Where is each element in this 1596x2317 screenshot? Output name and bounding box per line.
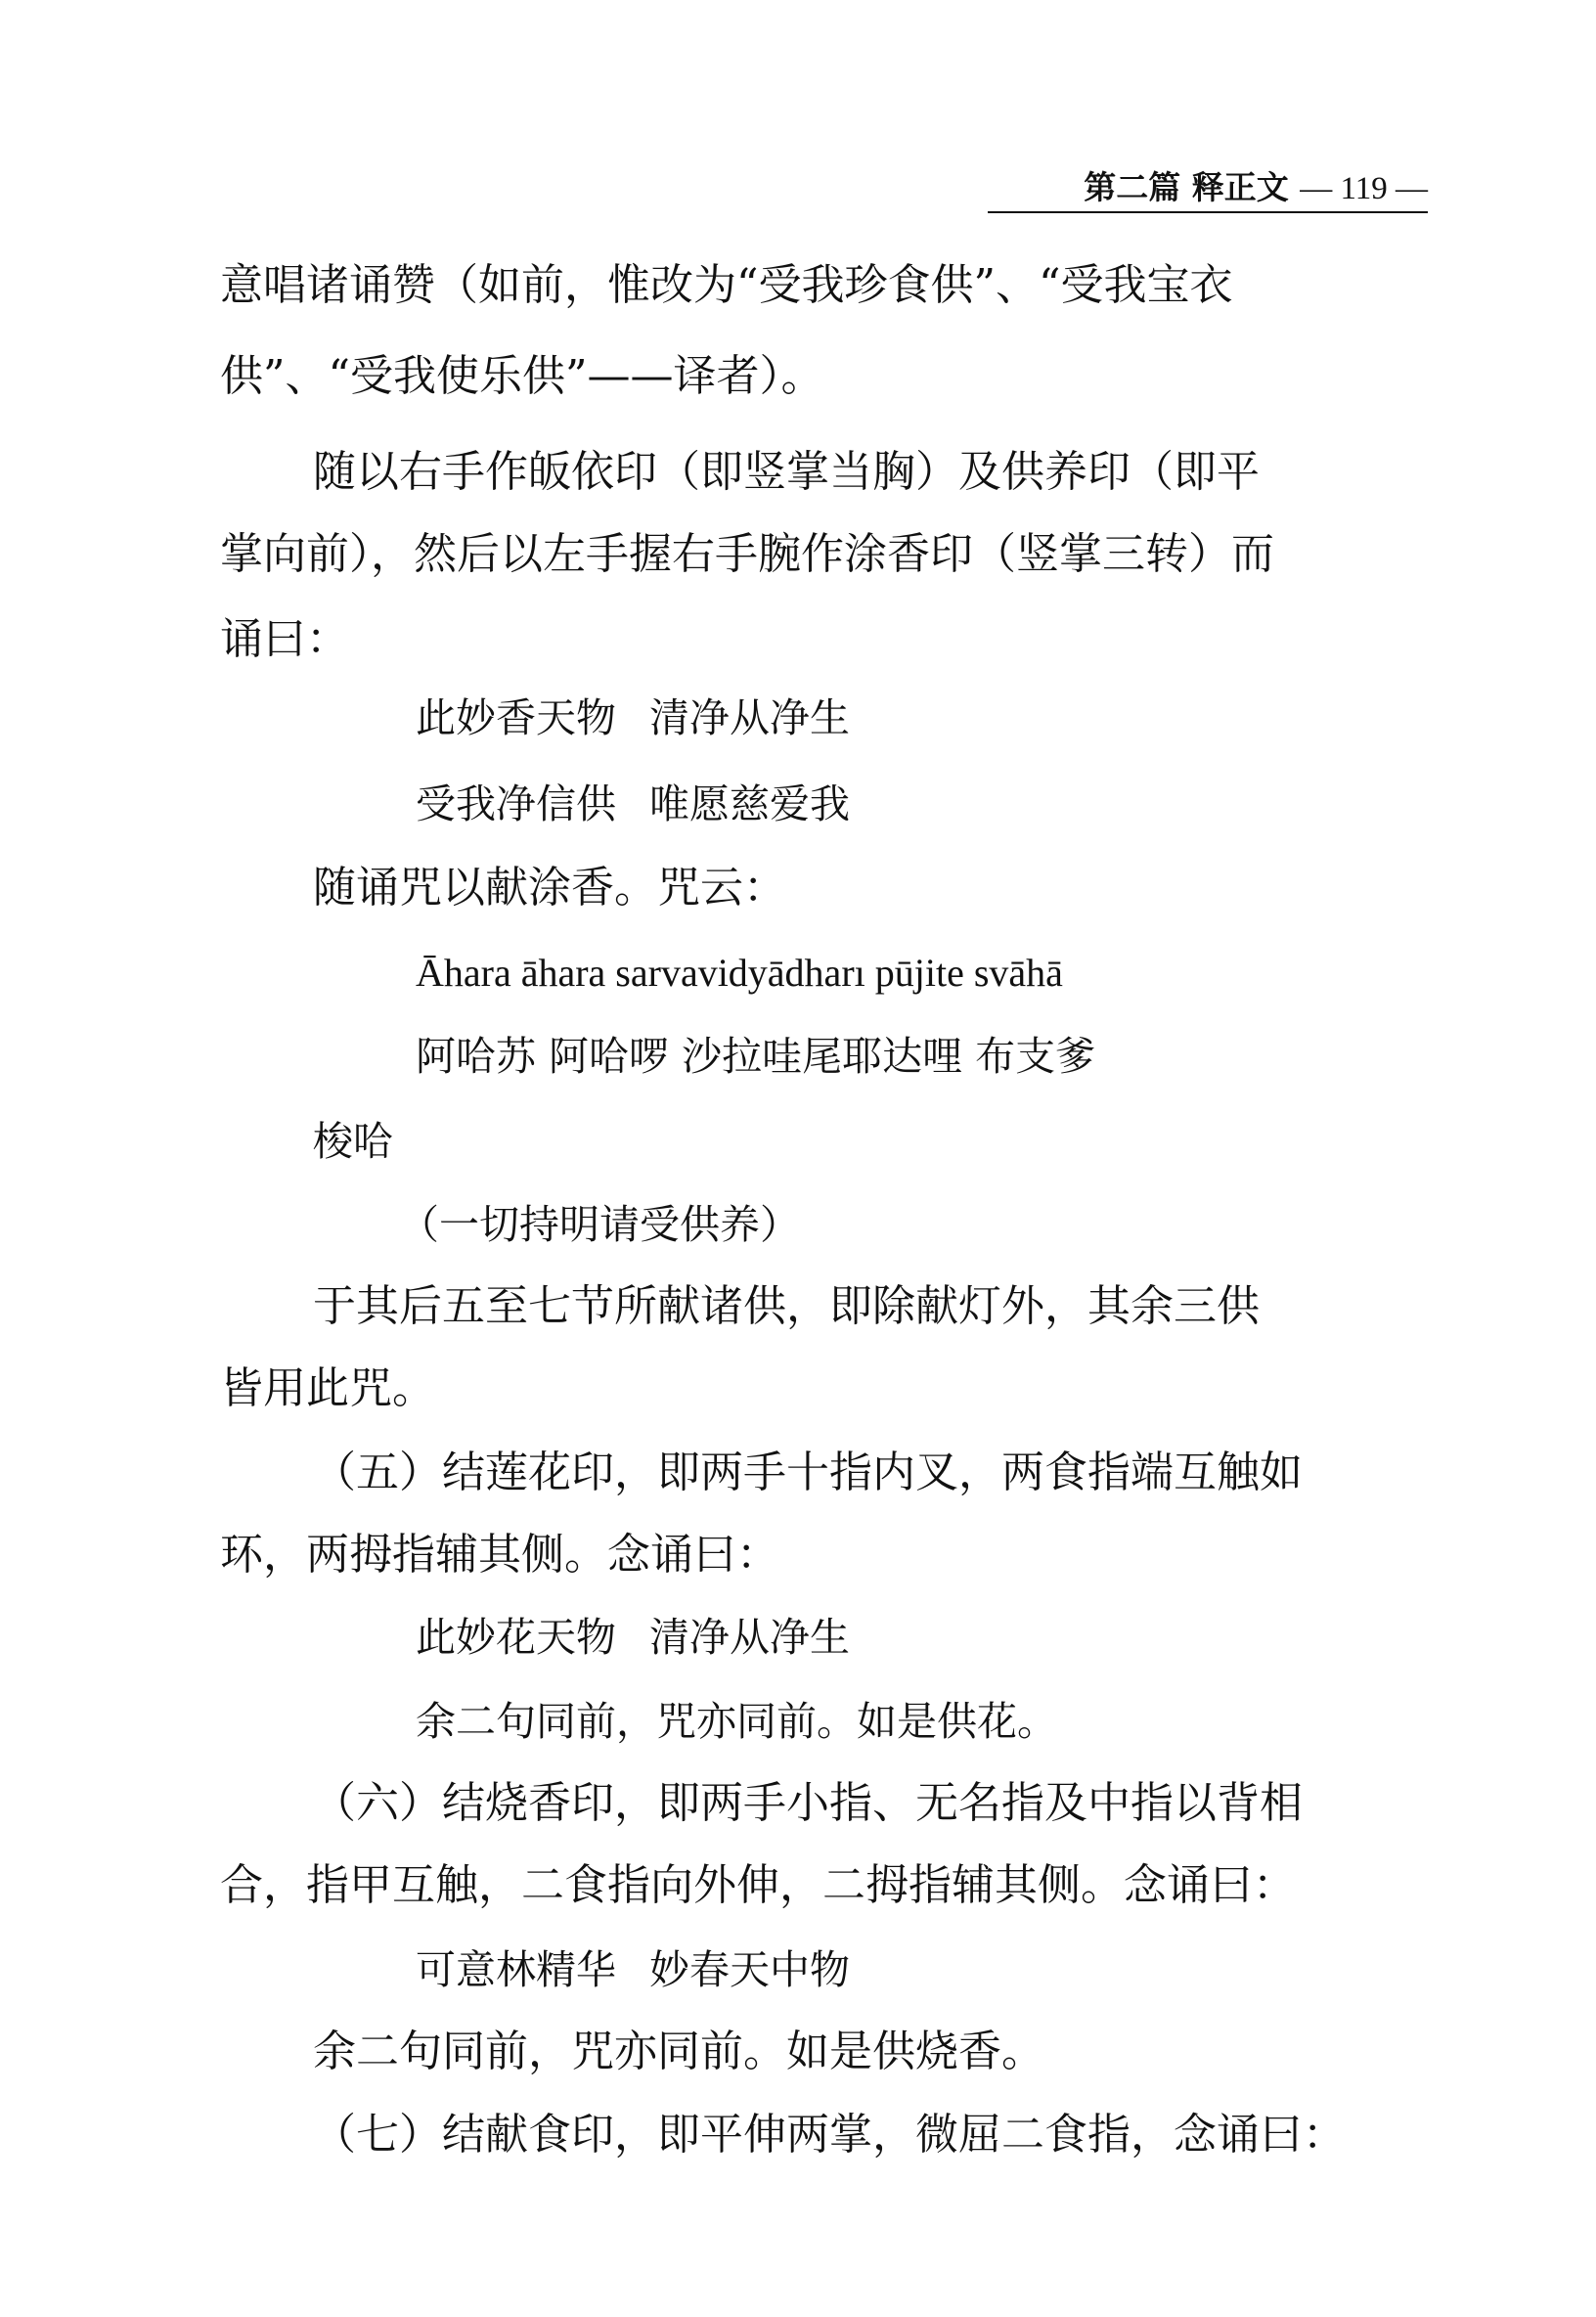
body-line-5: 诵曰： [220, 614, 349, 664]
mantra-translation: （一切持明请受供养） [399, 1201, 800, 1248]
body-line-14: （七）结献食印，即平伸两掌，微屈二食指，念诵曰： [313, 2110, 1346, 2160]
page-number: — 119 — [1300, 171, 1428, 206]
verse-half: 此妙香天物 [416, 694, 616, 741]
body-line-4: 掌向前），然后以左手握右手腕作涂香印（竖掌三转）而 [220, 529, 1274, 579]
verse-half: 受我净信供 [416, 780, 616, 827]
verse-line-3 [416, 1608, 850, 1667]
body-line-13: 余二句同前，咒亦同前。如是供烧香。 [313, 2027, 1044, 2076]
body-line-7: 于其后五至七节所献诸供，即除献灯外，其余三供 [313, 1281, 1260, 1331]
body-line-12: 合，指甲互触，二食指向外伸，二拇指辅其侧。念诵曰： [220, 1860, 1296, 1910]
verse-line-5 [416, 1940, 850, 1999]
body-line-8: 皆用此咒。 [220, 1363, 435, 1413]
verse-half: 可意林精华 [416, 1946, 616, 1993]
verse-half: 清净从净生 [649, 1614, 850, 1661]
body-line-10: 环，两拇指辅其侧。念诵曰： [220, 1530, 779, 1580]
body-line-6: 随诵咒以献涂香。咒云： [313, 863, 786, 913]
body-line-2: 供”、“受我使乐供”——译者）。 [220, 351, 824, 401]
body-line-9: （五）结莲花印，即两手十指内叉，两食指端互触如 [313, 1448, 1303, 1497]
mantra-transliteration-2: 梭哈 [313, 1118, 393, 1165]
mantra-transliteration-1: 阿哈苏 阿哈啰 沙拉哇尾耶达哩 布支爹 [416, 1033, 1096, 1080]
verse-half: 此妙花天物 [416, 1614, 616, 1661]
verse-half: 妙春天中物 [649, 1946, 850, 1993]
verse-line-1 [416, 689, 850, 747]
body-line-11: （六）结烧香印，即两手小指、无名指及中指以背相 [313, 1778, 1303, 1828]
verse-line-2 [416, 775, 850, 833]
verse-half: 唯愿慈爱我 [649, 780, 850, 827]
verse-line-4: 余二句同前，咒亦同前。如是供花。 [416, 1698, 1057, 1745]
body-line-1: 意唱诸诵赞（如前，惟改为“受我珍食供”、“受我宝衣 [220, 260, 1233, 310]
body-line-3: 随以右手作皈依印（即竖掌当胸）及供养印（即平 [313, 447, 1260, 497]
header-section-title: 第二篇 释正文 [1084, 168, 1289, 206]
running-header [988, 164, 1428, 213]
mantra-latin: Āhara āhara sarvavidyādharı pūjite svāhā [416, 951, 1063, 995]
verse-half: 清净从净生 [649, 694, 850, 741]
